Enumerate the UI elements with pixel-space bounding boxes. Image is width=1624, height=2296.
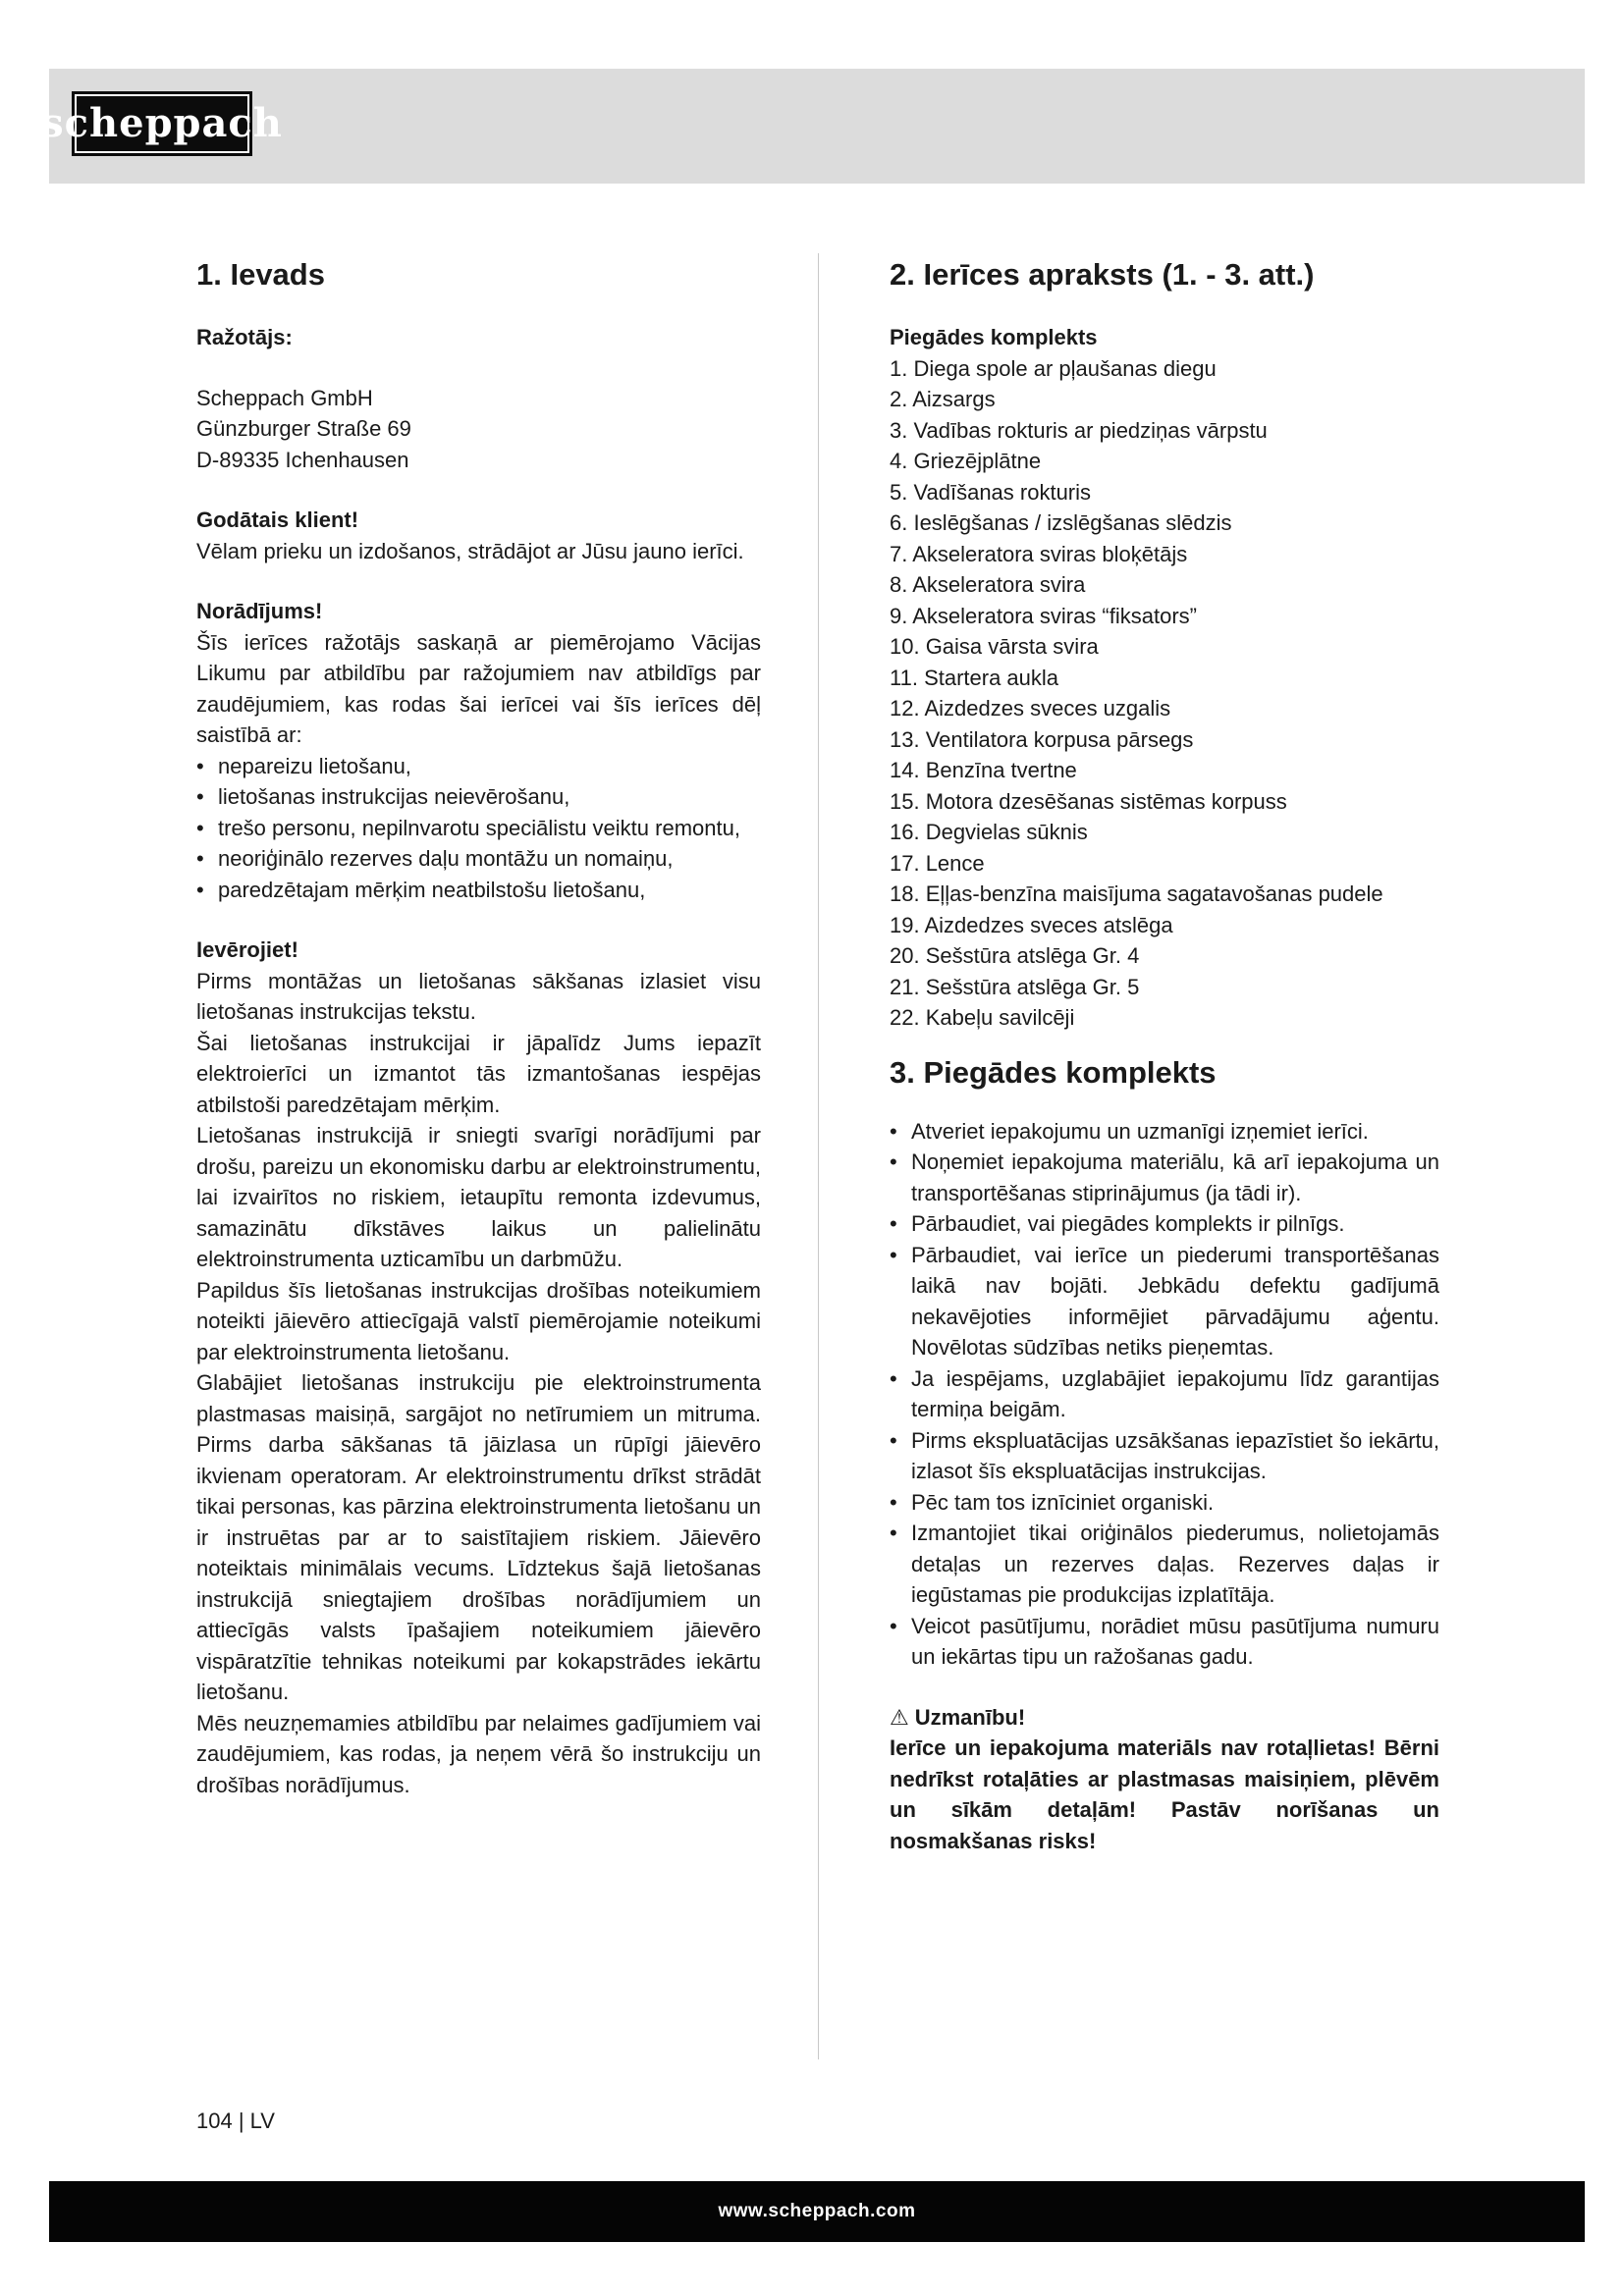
list-item: 6. Ieslēgšanas / izslēgšanas slēdzis: [890, 510, 1232, 535]
list-item: • Pirms ekspluatācijas uzsākšanas iepazīstiet šo iekārtu, izlasot šīs ekspluatācijas instrukcijas.: [890, 1425, 1439, 1487]
list-item: 20. Sešstūra atslēga Gr. 4: [890, 943, 1140, 968]
list-item: • Pārbaudiet, vai piegādes komplekts ir pilnīgs.: [890, 1208, 1439, 1240]
list-item: 18. Eļļas-benzīna maisījuma sagatavošanas pudele: [890, 881, 1383, 906]
list-item: 10. Gaisa vārsta svira: [890, 634, 1099, 659]
address-line-1: Scheppach GmbH: [196, 385, 373, 410]
greeting-text: Vēlam prieku un izdošanos, strādājot ar Jūsu jauno ierīci.: [196, 538, 744, 563]
list-item: 4. Griezējplātne: [890, 449, 1042, 473]
address-line-2: Günzburger Straße 69: [196, 416, 411, 441]
list-item: 9. Akseleratora sviras “fiksators”: [890, 603, 1197, 628]
column-divider: [818, 253, 819, 2059]
observe-paragraph: Šai lietošanas instrukcijai ir jāpalīdz Jums iepazīt elektroierīci un izmantot tās izmantošanas iespējas atbilstoši paredzētajam mērķim.: [196, 1030, 761, 1117]
section-1-title: 1. Ievads: [196, 257, 325, 292]
left-column: [196, 257, 761, 1800]
manufacturer-label: Ražotājs:: [196, 325, 293, 349]
note-text: Šīs ierīces ražotājs saskaņā ar piemērojamo Vācijas Likumu par atbildību par ražojumiem nav atbildīgs par zaudējumiem, kas rodas šai ierīcei vai šīs ierīces dēļ saistībā ar:: [196, 629, 761, 747]
footer-url: www.scheppach.com: [718, 2201, 916, 2221]
list-item: • Pārbaudiet, vai ierīce un piederumi transportēšanas laikā nav bojāti. Jebkādu defektu gadījumā nekavējoties informējiet pārvadājumu aģentu. Novēlotas sūdzības netiks pieņemtas.: [890, 1240, 1439, 1363]
list-item: • Veicot pasūtījumu, norādiet mūsu pasūtījuma numuru un iekārtas tipu un ražošanas gadu.: [890, 1611, 1439, 1673]
list-item: 8. Akseleratora svira: [890, 572, 1086, 597]
note-bullet-list: [196, 751, 761, 906]
list-item: • Noņemiet iepakojuma materiālu, kā arī iepakojuma un transportēšanas stiprinājumus (ja tādi ir).: [890, 1147, 1439, 1208]
list-item: 15. Motora dzesēšanas sistēmas korpuss: [890, 788, 1287, 814]
right-column: [890, 257, 1439, 1856]
list-item: 3. Vadības rokturis ar piedziņas vārpstu: [890, 417, 1268, 443]
list-item: • Atveriet iepakojumu un uzmanīgi izņemiet ierīci.: [890, 1116, 1439, 1148]
list-item: 21. Sešstūra atslēga Gr. 5: [890, 974, 1140, 999]
observe-paragraph: Mēs neuzņemamies atbildību par nelaimes gadījumiem vai zaudējumiem, kas rodas, ja neņem vērā šo instrukciju un drošības norādījumus.: [196, 1710, 761, 1797]
list-item: • trešo personu, nepilnvarotu speciālistu veiktu remontu,: [196, 813, 761, 844]
page-number: 104 | LV: [196, 2109, 275, 2133]
list-item: 17. Lence: [890, 850, 985, 876]
delivery-bullet-list: [890, 1116, 1439, 1673]
list-item: 5. Vadīšanas rokturis: [890, 479, 1092, 505]
list-item: • Izmantojiet tikai oriģinālos piederumus, nolietojamās detaļas un rezerves daļas. Rezerves daļas ir iegūstamas pie produkcijas izplatītāja.: [890, 1518, 1439, 1611]
list-item: • neoriģinālo rezerves daļu montāžu un nomaiņu,: [196, 843, 761, 875]
observe-paragraph: Lietošanas instrukcijā ir sniegti svarīgi norādījumi par drošu, pareizu un ekonomisku darbu ar elektroinstrumentu, lai izvairītos no riskiem, ietaupītu remonta izdevumus, samazinātu dīkstāves laikus un palielinātu elektroinstrumenta uzticamību un darbmūžu.: [196, 1123, 761, 1271]
list-item: • paredzētajam mērķim neatbilstošu lietošanu,: [196, 875, 761, 906]
address-line-3: D-89335 Ichenhausen: [196, 447, 409, 472]
warning-triangle-icon: ⚠: [890, 1704, 909, 1730]
observe-label: Ievērojiet!: [196, 937, 298, 962]
parts-list: [890, 353, 1439, 1034]
list-item: 22. Kabeļu savilcēji: [890, 1005, 1075, 1030]
list-item: 1. Diega spole ar pļaušanas diegu: [890, 355, 1217, 381]
scheppach-logo: scheppach: [72, 91, 252, 156]
list-item: 16. Degvielas sūknis: [890, 820, 1088, 844]
list-item: 2. Aizsargs: [890, 387, 996, 411]
greeting-label: Godātais klient!: [196, 507, 359, 532]
list-item: • lietošanas instrukcijas neievērošanu,: [196, 781, 761, 813]
delivery-label: Piegādes komplekts: [890, 325, 1098, 349]
list-item: 7. Akseleratora sviras bloķētājs: [890, 541, 1188, 566]
section-3-title: 3. Piegādes komplekts: [890, 1054, 1217, 1090]
list-item: 19. Aizdedzes sveces atslēga: [890, 912, 1173, 937]
list-item: • nepareizu lietošanu,: [196, 751, 761, 782]
note-label: Norādījums!: [196, 599, 323, 623]
observe-paragraph: Glabājiet lietošanas instrukciju pie elektroinstrumenta plastmasas maisiņā, sargājot no netīrumiem un mitruma. Pirms darba sākšanas tā jāizlasa un rūpīgi jāievēro ikvienam operatoram. Ar elektroinstrumentu drīkst strādāt tikai personas, kas pārzina elektroinstrumenta lietošanu un ir instruētas par ar to saistītajiem riskiem. Jāievēro noteiktais minimālais vecums. Līdztekus šajā lietošanas instrukcijā sniegtajiem drošības norādījumiem un attiecīgās valsts īpašajiem noteikumiem jāievēro vispāratzītie tehnikas noteikumi par kokapstrādes iekārtu lietošanu.: [196, 1370, 761, 1704]
list-item: • Pēc tam tos iznīciniet organiski.: [890, 1487, 1439, 1519]
footer-band: [49, 2181, 1585, 2242]
list-item: 11. Startera aukla: [890, 665, 1059, 690]
section-2-title: 2. Ierīces apraksts (1. - 3. att.): [890, 257, 1315, 292]
warning-text: Ierīce un iepakojuma materiāls nav rotaļlietas! Bērni nedrīkst rotaļāties ar plastmasas maisiņiem, plēvēm un sīkām detaļām! Pastāv norīšanas un nosmakšanas risks!: [890, 1735, 1439, 1853]
list-item: 14. Benzīna tvertne: [890, 758, 1077, 782]
warning-title-text: Uzmanību!: [914, 1704, 1026, 1730]
list-item: 13. Ventilatora korpusa pārsegs: [890, 726, 1194, 752]
observe-paragraph: Pirms montāžas un lietošanas sākšanas izlasiet visu lietošanas instrukcijas tekstu.: [196, 968, 761, 1024]
list-item: 12. Aizdedzes sveces uzgalis: [890, 696, 1171, 721]
observe-paragraph: Papildus šīs lietošanas instrukcijas drošības noteikumiem noteikti jāievēro attiecīgajā valstī piemērojamie noteikumi par elektroinstrumenta lietošanu.: [196, 1277, 761, 1364]
warning-title: [890, 1702, 1439, 1734]
list-item: • Ja iespējams, uzglabājiet iepakojumu līdz garantijas termiņa beigām.: [890, 1363, 1439, 1425]
